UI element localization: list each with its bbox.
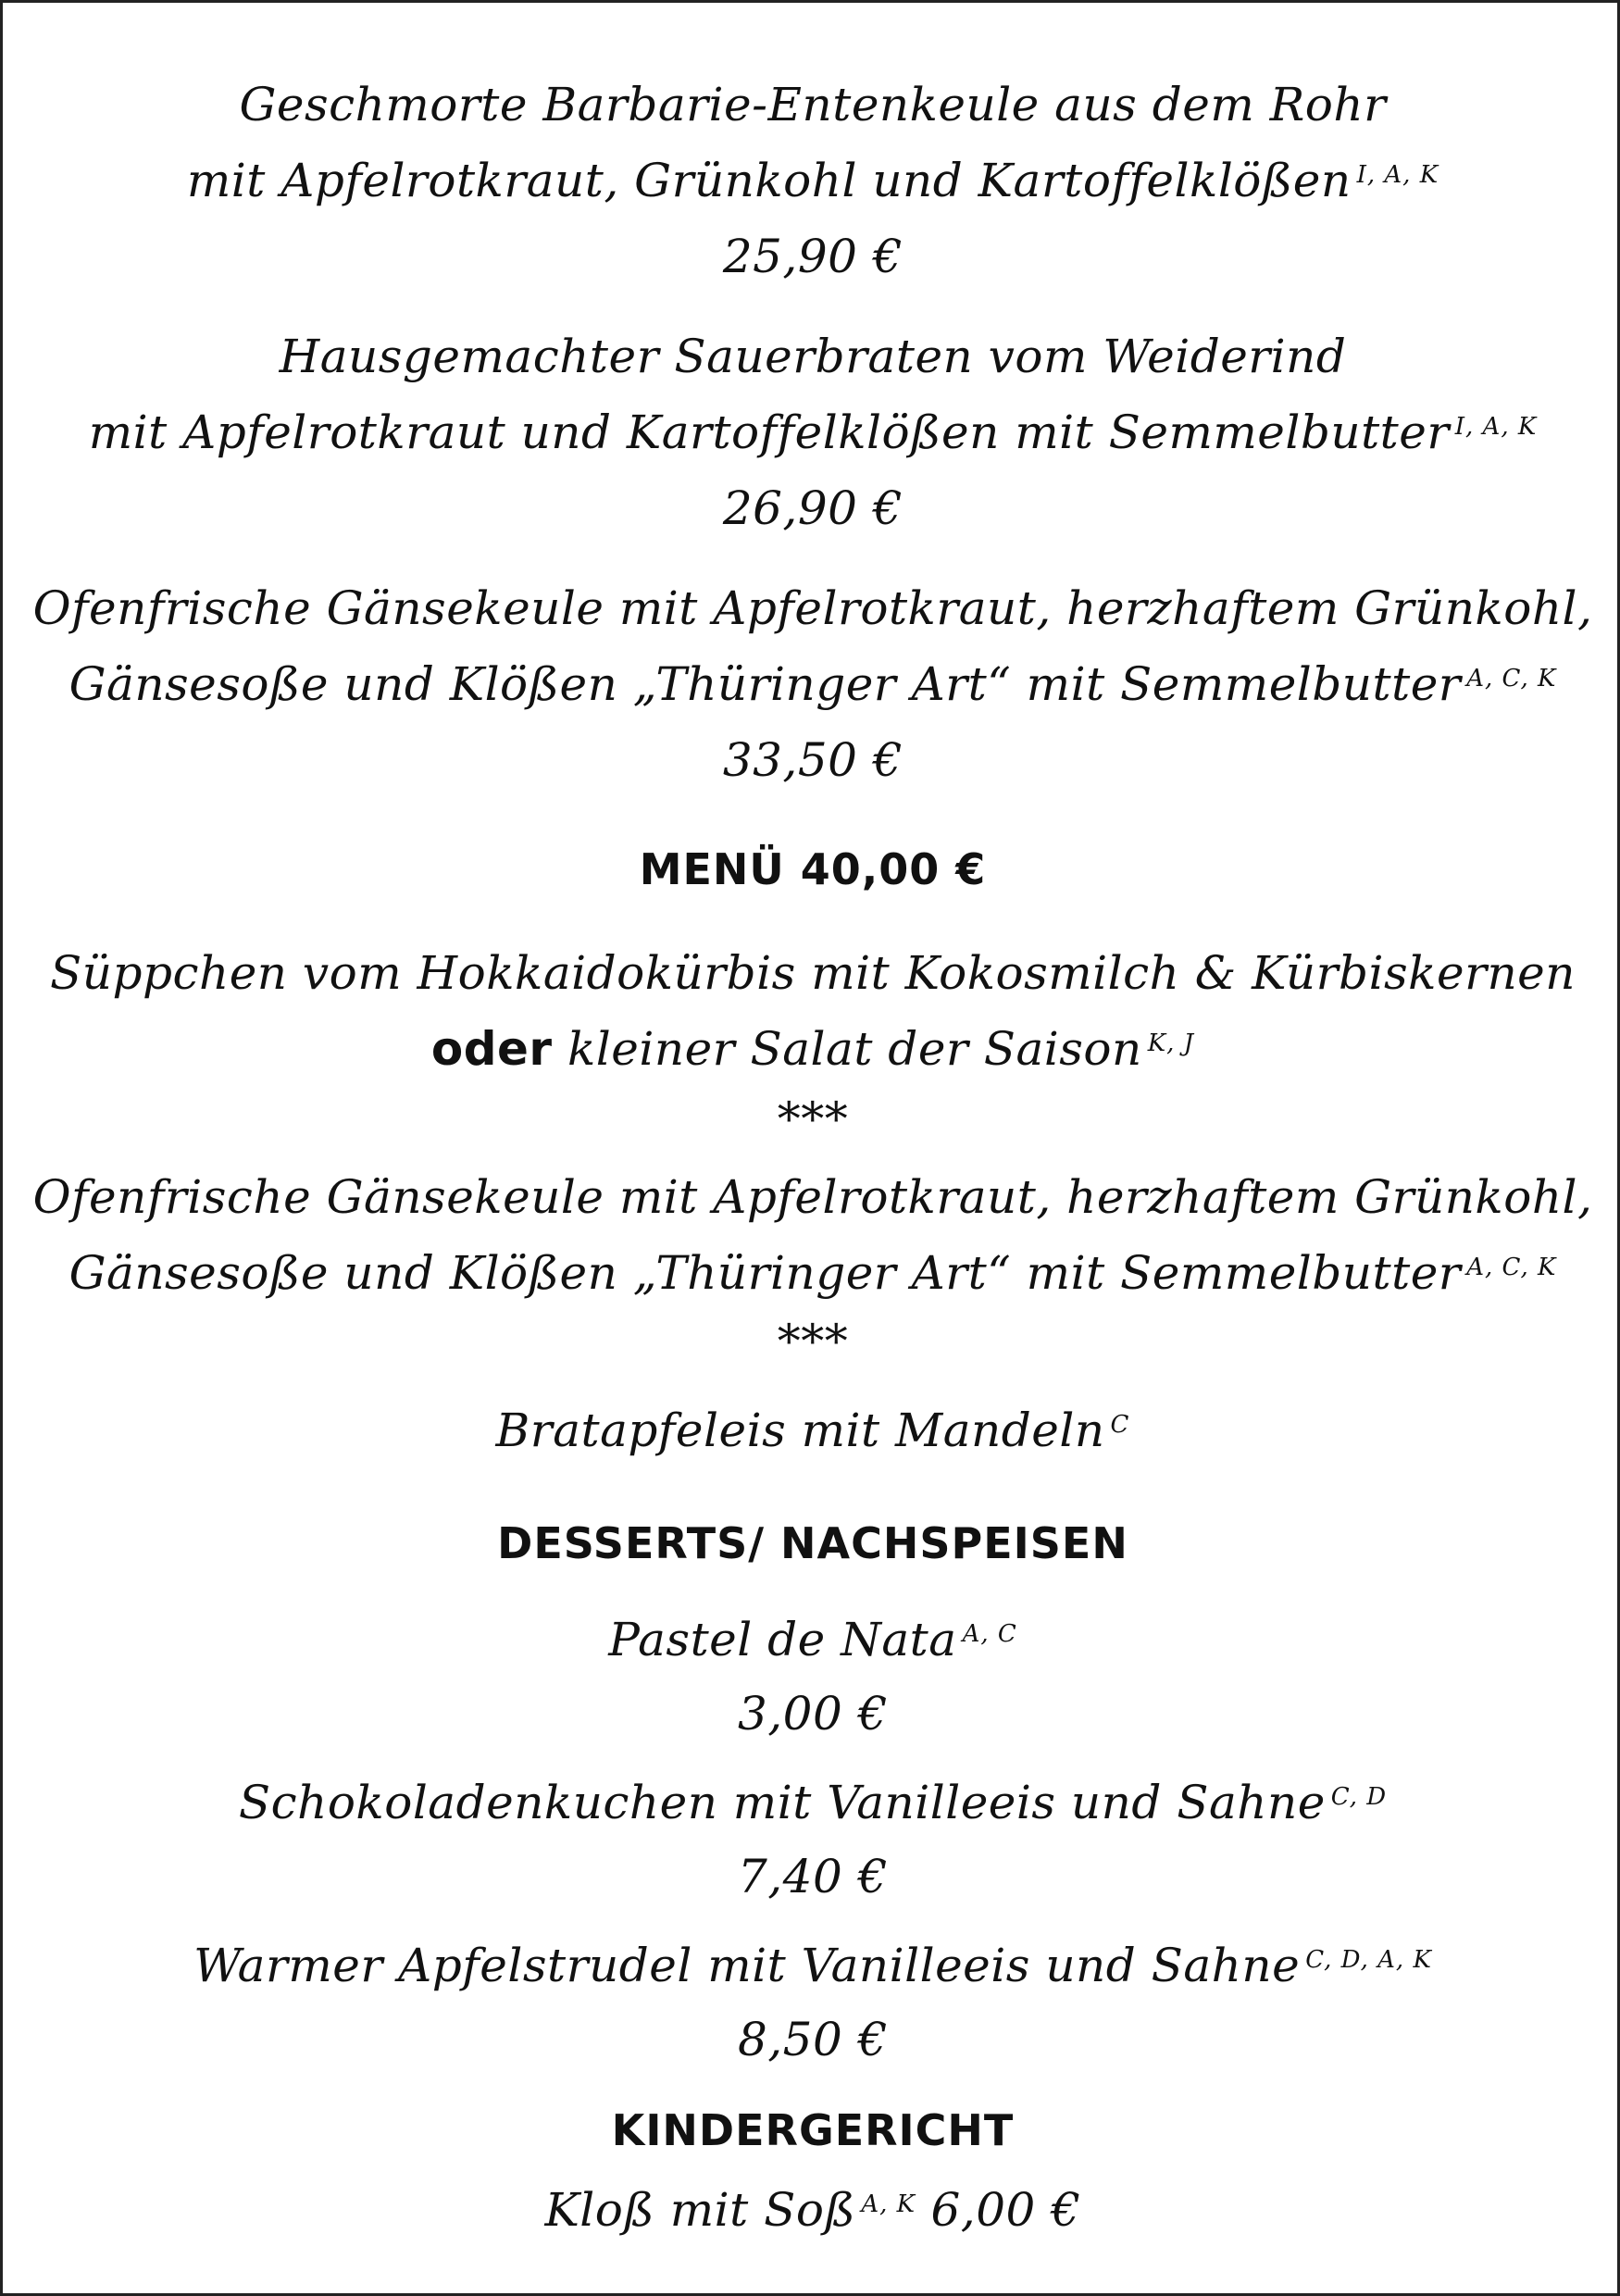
dish-2-allergens: I, A, K bbox=[1454, 413, 1538, 441]
menu-or-word: oder bbox=[430, 1022, 553, 1076]
menu-course3: Bratapfeleis mit Mandeln $^C$ bbox=[495, 1404, 1130, 1457]
kids-title: KINDERGERICHT bbox=[611, 2105, 1015, 2155]
dish-3-price: 33,50 € bbox=[722, 733, 903, 787]
kids-dish: Kloß mit Soß $^{A, K}$ 6,00 € bbox=[544, 2183, 1081, 2237]
dish-3-line2: Gänsesoße und Klößen „Thüringer Art“ mit Semmelbutter $^{A, C, K}$ bbox=[69, 657, 1557, 711]
dish-2-line1: Hausgemachter Sauerbraten vom Weiderind bbox=[279, 330, 1347, 383]
dish-1-line2: mit Apfelrotkraut, Grünkohl und Kartoffelklößen $^{I, A, K}$ bbox=[186, 154, 1439, 207]
desserts-title: DESSERTS/ NACHSPEISEN bbox=[497, 1518, 1128, 1568]
menu-course2-allergens: A, C, K bbox=[1466, 1254, 1557, 1281]
dessert-3-allergens: C, D, A, K bbox=[1305, 1946, 1432, 1974]
menu-title: MENÜ 40,00 € bbox=[639, 844, 987, 894]
menu-separator-1: *** bbox=[777, 1092, 849, 1146]
dessert-2-price: 7,40 € bbox=[737, 1850, 889, 1903]
menu-course1-line1: Süppchen vom Hokkaidokürbis mit Kokosmilch & Kürbiskernen bbox=[50, 946, 1576, 1000]
kids-allergens: A, K bbox=[861, 2190, 916, 2218]
dessert-2-allergens: C, D bbox=[1330, 1783, 1388, 1811]
dish-1-allergens: I, A, K bbox=[1356, 161, 1439, 189]
dessert-1-allergens: A, C bbox=[962, 1620, 1017, 1648]
menu-course2-line2: Gänsesoße und Klößen „Thüringer Art“ mit Semmelbutter $^{A, C, K}$ bbox=[69, 1246, 1557, 1300]
kids-price: 6,00 € bbox=[930, 2183, 1081, 2237]
dish-2-price: 26,90 € bbox=[722, 481, 903, 535]
dessert-2-name: Schokoladenkuchen mit Vanilleeis und Sahne $^{C, D}$ bbox=[238, 1776, 1388, 1829]
dish-3-allergens: A, C, K bbox=[1466, 665, 1557, 693]
menu-course1-allergens: K, J bbox=[1147, 1029, 1195, 1057]
menu-course3-allergens: C bbox=[1110, 1411, 1130, 1439]
dish-1-line1: Geschmorte Barbarie-Entenkeule aus dem Rohr bbox=[239, 78, 1387, 131]
dish-1-price: 25,90 € bbox=[722, 230, 903, 283]
dessert-1-name: Pastel de Nata $^{A, C}$ bbox=[608, 1613, 1017, 1666]
menu-course1-line2: oder kleiner Salat der Saison $^{K, J}$ bbox=[430, 1022, 1195, 1076]
dish-2-line2: mit Apfelrotkraut und Kartoffelklößen mit Semmelbutter $^{I, A, K}$ bbox=[88, 406, 1538, 459]
menu-course2-line1: Ofenfrische Gänsekeule mit Apfelrotkraut, herzhaftem Grünkohl, bbox=[32, 1170, 1593, 1224]
dessert-3-name: Warmer Apfelstrudel mit Vanilleeis und Sahne $^{C, D, A, K}$ bbox=[193, 1939, 1432, 1992]
dessert-1-price: 3,00 € bbox=[737, 1687, 889, 1741]
menu-separator-2: *** bbox=[777, 1315, 849, 1368]
dessert-3-price: 8,50 € bbox=[737, 2013, 889, 2066]
dish-3-line1: Ofenfrische Gänsekeule mit Apfelrotkraut, herzhaftem Grünkohl, bbox=[32, 581, 1593, 635]
